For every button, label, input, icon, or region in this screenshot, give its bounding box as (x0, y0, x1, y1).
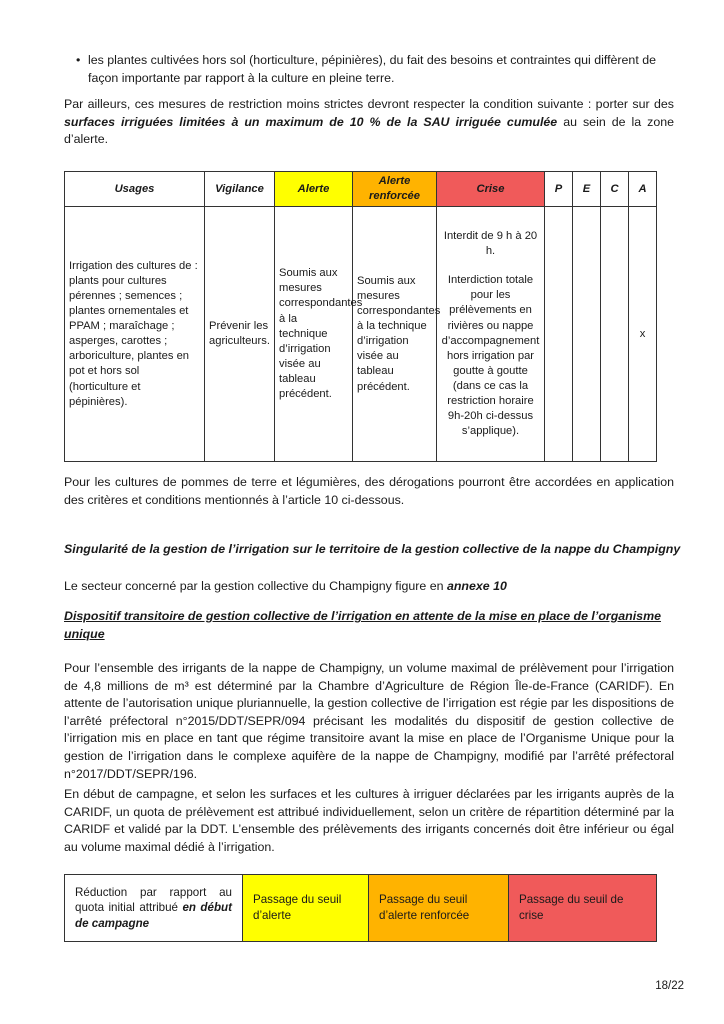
table-header-row (65, 172, 657, 207)
legend-alerte-renforcee: Passage du seuil d’alerte renforcée (369, 875, 509, 942)
para1-emphasis: surfaces irriguées limitées à un maximum de 10 % de la SAU irriguée cumulée (64, 114, 558, 129)
header-a: A (629, 172, 657, 207)
paragraph-restriction-condition (64, 96, 674, 149)
para1-before: Par ailleurs, ces mesures de restriction moins strictes devront respecter la condition suivante : porter sur des (64, 97, 674, 111)
para1-after: au sein de la zone d’alerte. (64, 114, 674, 147)
cell-e (573, 207, 601, 462)
cell-vigilance: Prévenir les agriculteurs. (205, 207, 275, 462)
bullet-text: les plantes cultivées hors sol (horticulture, pépinières), du fait des besoins et contraintes qui diffèrent de façon importante par rapport à la culture en pleine terre. (88, 53, 656, 85)
para3-emphasis: annexe 10 (446, 579, 507, 593)
header-alerte: Alerte (275, 172, 353, 207)
legend-reduction-emphasis: en début de campagne (75, 901, 232, 930)
header-p: P (545, 172, 573, 207)
crise-line2: Interdiction totale pour les prélèvements en rivières ou nappe d’accompagnement hors irrigation par goutte à goutte (dans ce cas la restriction horaire 9h-20h ci-dessus s’applique). (441, 274, 540, 438)
threshold-legend-table (64, 874, 657, 942)
paragraph-derogations: Pour les cultures de pommes de terre et légumières, des dérogations pourront être accordées en application des critères et conditions mentionnés à l’article 10 ci-dessous. (64, 475, 674, 507)
cell-c (601, 207, 629, 462)
para3-before: Le secteur concerné par la gestion collective du Champigny figure en (64, 579, 447, 593)
legend-alerte: Passage du seuil d’alerte (243, 875, 369, 942)
legend-reduction (65, 875, 243, 942)
cell-alerte: Soumis aux mesures correspondantes à la technique d’irrigation visée au tableau précédent. (275, 207, 353, 462)
bullet-dot: • (76, 53, 81, 67)
header-alerte-renforcee: Alerte renforcée (353, 172, 437, 207)
paragraph-volume-maximal: Pour l’ensemble des irrigants de la nappe de Champigny, un volume maximal de prélèvement pour l’irrigation de 4,8 millions de m³ est déterminé par la Chambre d’Agriculture de Région Île-de-France (CARIDF). En attente de l’autorisation unique pluriannuelle, la gestion collective de l’irrigation est régie par les dispositions de l’arrêté préfectoral n°2015/DDT/SEPR/094 précisant les modalités du dispositif de gestion collective de l’irrigation mis en place en tant que régime transitoire avant la mise en place de l’Organisme Unique pour la gestion de l’irrigation dans le complexe aquifère de la nappe de Champigny, modifié par l’arrêté préfectoral n°2017/DDT/SEPR/196. (64, 661, 674, 781)
header-vigilance: Vigilance (205, 172, 275, 207)
cell-usages: Irrigation des cultures de : plants pour cultures pérennes ; semences ; plantes ornementales et PPAM ; maraîchage ; asperges, carottes ; arboriculture, plantes en pot et hors sol (horticulture et pépinières). (65, 207, 205, 462)
header-usages: Usages (65, 172, 205, 207)
legend-row (65, 875, 657, 942)
cell-p (545, 207, 573, 462)
restriction-table (64, 171, 657, 462)
section-heading-dispositif: Dispositif transitoire de gestion collective de l’irrigation en attente de la mise en place de l’organisme unique (64, 609, 661, 641)
bullet-item (76, 52, 678, 87)
table-row (65, 207, 657, 462)
legend-crise: Passage du seuil de crise (509, 875, 657, 942)
legend-reduction-text: Réduction par rapport au quota initial attribué (75, 885, 232, 915)
crise-line1: Interdit de 9 h à 20 h. (443, 230, 538, 258)
page-number: 18/22 (655, 980, 684, 992)
section-heading-champigny: Singularité de la gestion de l’irrigation sur le territoire de la gestion collective de la nappe du Champigny (64, 542, 681, 556)
header-c: C (601, 172, 629, 207)
cell-a: x (629, 207, 657, 462)
cell-crise (437, 207, 545, 462)
paragraph-quota: En début de campagne, et selon les surfaces et les cultures à irriguer déclarées par les irrigants auprès de la CARIDF, un quota de prélèvement est attribué individuellement, selon un critère de répartition déterminé par la CARIDF et validé par la DDT. L’ensemble des prélèvements des irrigants concernés doit être inférieur ou égal au volume maximal dédié à l’irrigation. (64, 787, 674, 854)
header-e: E (573, 172, 601, 207)
cell-alerte-renforcee: Soumis aux mesures correspondantes à la technique d’irrigation visée au tableau précédent. (353, 207, 437, 462)
paragraph-annexe (64, 578, 674, 596)
header-crise: Crise (437, 172, 545, 207)
